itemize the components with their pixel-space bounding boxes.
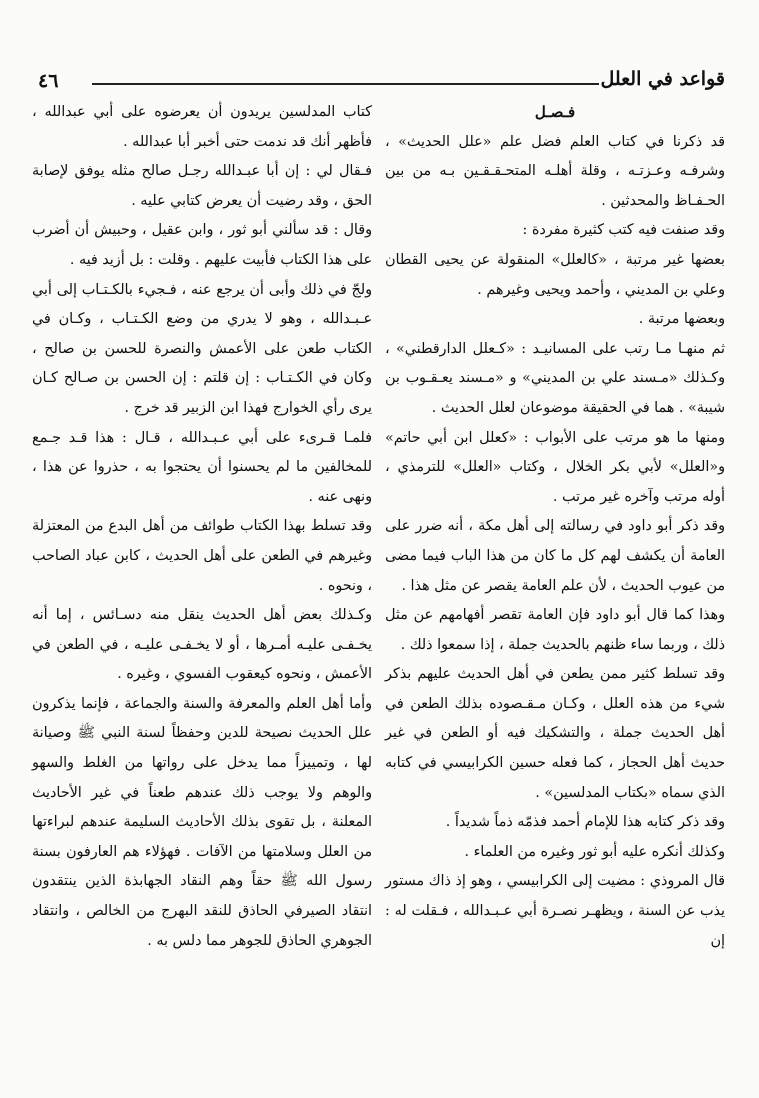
section-title: فـصـل [534,103,576,121]
paragraph: وقد تسلط كثير ممن يطعن في أهل الحديث عليهم بذكر شيء من هذه العلل ، وكـان مـقـصوده بذلك الطعن في أهل الحديث جملة ، والتشكيك فيه أو الطعن في غير حديث أهل الحجاز ، كما فعله حسين الكرابيسي في كتابه الذي سماه «بكتاب المدلسين» . [385,666,725,801]
paragraph: وهذا كما قال أبو داود فإن العامة تقصر أفهامهم عن مثل ذلك ، وربما ساء ظنهم بالحديث جملة ، إذا سمعوا ذلك . [385,607,725,653]
right-column [385,98,725,956]
header-rule [92,83,599,85]
paragraph: قال المروذي : مضيت إلى الكرابيسي ، وهو إذ ذاك مستور يذب عن السنة ، ويظهـر نصـرة أبي عـبـدالله ، فـقلت له : إن [385,873,725,949]
paragraph: وكذلك أنكره عليه أبو ثور وغيره من العلماء . [464,843,725,860]
paragraph: ومنها ما هو مرتب على الأبواب : «كعلل ابن أبي حاتم» و«العلل» لأبي بكر الخلال ، وكتاب «العلل» للترمذي ، أوله مرتب وآخره غير مرتب . [385,429,725,505]
paragraph: وقد ذكر كتابه هذا للإمام أحمد فذمّه ذماً شديداً . [445,814,725,831]
paragraph: فلمـا قـرىء على أبي عـبـدالله ، قـال : هذا قـد جـمع للمخالفين ما لم يحسنوا أن يحتجوا به ، حذروا عن هذا ، ونهى عنه . [32,429,372,505]
paragraph: ثم منهـا مـا رتب على المسانيـد : «كـعلل الدارقطني» ، وكـذلك «مـسند علي بن المديني» و «مـسند يعـقـوب بن شيبة» . هما في الحقيقة موضوعان لعلل الحديث . [385,340,725,416]
running-title: قواعد في العلل [600,68,725,90]
paragraph: فـقال لي : إن أبا عبـدالله رجـل صالح مثله يوفق لإصابة الحق ، وقد رضيت أن يعرض كتابي عليه . [32,163,372,209]
paragraph: قد ذكرنا في كتاب العلم فضل علم «علل الحديث» ، وشرفـه وعـزتـه ، وقلة أهلـه المتحـقـقـين بـه من بين الحـفـاظ والمحدثين . [385,133,725,209]
paragraph: وقد صنفت فيه كتب كثيرة مفردة : [522,222,725,239]
paragraph: بعضها غير مرتبة ، «كالعلل» المنقولة عن يحيى القطان وعلي بن المديني ، وأحمد ويحيى وغيرهم . [385,251,725,298]
paragraph: وقد تسلط بهذا الكتاب طوائف من أهل البدع من المعتزلة وغيرهم في الطعن على أهل الحديث ، كابن عباد الصاحب ، ونحوه . [32,518,372,594]
left-column [32,98,372,956]
paragraph: كتاب المدلسين يريدون أن يعرضوه على أبي عبدالله ، فأظهر أنك قد ندمت حتى أخبر أبا عبدالله . [32,104,372,150]
paragraph: وقد ذكر أبو داود في رسالته إلى أهل مكة ، أنه ضرر على العامة أن يكشف لهم كل ما كان من هذا الباب فيما مضى من عيوب الحديث ، لأن علم العامة يقصر عن مثل هذا . [385,518,725,594]
paragraph: وأما أهل العلم والمعرفة والسنة والجماعة ، فإنما يذكرون علل الحديث نصيحة للدين وحفظاً لسنة النبي ﷺ وصيانة لها ، وتمييزاً مما يدخل على رواتها من الغلط والسهو والوهم ولا يوجب ذلك عندهم طعناً في غير الأحاديث المعلنة ، بل تقوى بذلك الأحاديث السليمة عندهم لبراءتها من العلل وسلامتها من الآفات . فهؤلاء هم العارفون بسنة رسول الله ﷺ حقاً وهم النقاد الجهابذة الذين ينتقدون انتقاد الصيرفي الحاذق للنقد البهرج من الخالص ، وانتقاد الجوهري الحاذق للجوهر مما دلس به . [32,695,372,949]
paragraph: وبعضها مرتبة . [638,311,725,328]
paragraph: وقال : قد سألني أبو ثور ، وابن عقيل ، وحبيش أن أضرب على هذا الكتاب فأبيت عليهم . وقلت : بل أزيد فيه . [32,222,372,268]
paragraph: وكـذلك بعض أهل الحديث ينقل منه دسـائس ، إما أنه يخـفـى عليـه أمـرها ، أو لا يخـفـى عليـه ، في الطعن في الأعمش ، ونحوه كيعقوب الفسوي ، وغيره . [32,607,372,683]
paragraph: ولجّ في ذلك وأبى أن يرجع عنه ، فـجيء بالكـتـاب إلى أبي عـبـدالله ، وهو لا يدري من وضع الكـتـاب ، وكـان في الكتاب طعن على الأعمش والنصرة للحسن بن صالح ، وكان في الكـتـاب : إن قلتم : إن الحسن بن صـالح كـان يرى رأي الخوارج فهذا ابن الزبير قد خرج . [32,281,372,416]
page-number: ٤٦ [38,70,59,92]
